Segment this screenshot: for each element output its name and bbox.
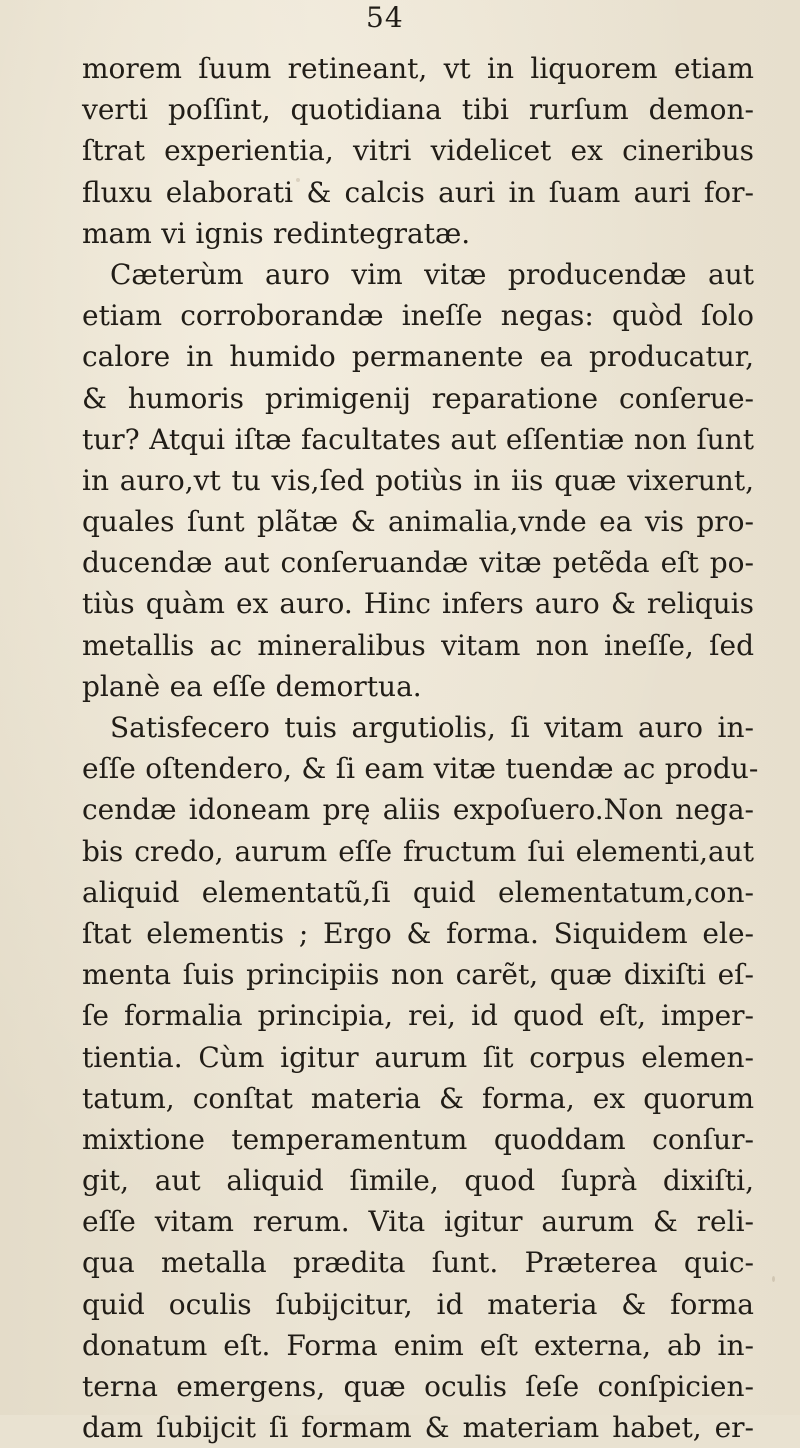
text-line: ſe formalia principia, rei, id quod eſt, imper- xyxy=(82,999,754,1033)
text-line: metallis ac mineralibus vitam non ineſſe, ſed xyxy=(82,628,754,662)
text-line: terna emergens, quæ oculis ſeſe conſpicien- xyxy=(82,1370,754,1403)
text-line: morem ſuum retineant, vt in liquorem etiam xyxy=(82,52,754,85)
text-line: in auro,vt tu vis,ſed potiùs in iis quæ vixerunt, xyxy=(82,463,754,497)
text-line: quales ſunt plãtæ & animalia,vnde ea vis pro- xyxy=(82,505,754,539)
text-line: qua metalla prædita ſunt. Præterea quic- xyxy=(82,1246,754,1280)
text-line: aliquid elementatũ,ſi quid elementatum,con- xyxy=(82,875,754,909)
paper-blemish xyxy=(772,1276,775,1282)
text-line: eſſe oſtendero, & ſi eam vitæ tuendæ ac produ- xyxy=(82,752,759,786)
text-line: Cæterùm auro vim vitæ producendæ aut xyxy=(110,257,754,291)
text-line: planè ea eſſe demortua. xyxy=(82,669,422,703)
text-line: eſſe vitam rerum. Vita igitur aurum & reli- xyxy=(82,1205,754,1239)
text-line: donatum eſt. Forma enim eſt externa, ab in- xyxy=(82,1328,754,1362)
text-line: ſtrat experientia, vitri videlicet ex cineribus xyxy=(82,134,754,168)
text-line: calore in humido permanente ea producatur, xyxy=(82,340,754,374)
text-line: cendæ idoneam prę aliis expoſuero.Non nega- xyxy=(82,793,754,827)
page-number: 54 xyxy=(366,1,404,34)
text-line: bis credo, aurum eſſe fructum ſui elementi,aut xyxy=(82,834,754,868)
text-line: Satisfecero tuis argutiolis, ſi vitam auro in- xyxy=(110,711,754,744)
text-line: mixtione temperamentum quoddam conſur- xyxy=(82,1122,754,1156)
text-line: etiam corroborandæ ineſſe negas: quòd ſolo xyxy=(82,299,754,333)
text-line: fluxu elaborati & calcis auri in ſuam auri for- xyxy=(82,175,754,209)
text-line: menta ſuis principiis non carẽt, quæ dixiſti eſ- xyxy=(82,958,754,992)
text-line: quid oculis ſubijcitur, id materia & forma xyxy=(82,1287,754,1321)
text-line: ducendæ aut conſeruandæ vitæ petẽda eſt po- xyxy=(82,546,754,580)
text-line: tientia. Cùm igitur aurum ſit corpus elemen- xyxy=(82,1040,754,1074)
body-text xyxy=(82,48,759,1448)
text-line: & humoris primigenij reparatione conſerue- xyxy=(82,381,754,415)
paper-blemish xyxy=(296,178,300,182)
text-line: tatum, conſtat materia & forma, ex quorum xyxy=(82,1081,754,1115)
text-line: verti poſſint, quotidiana tibi rurſum demon- xyxy=(82,93,754,127)
text-line: ſtat elementis ; Ergo & forma. Siquidem ele- xyxy=(82,916,754,950)
text-line: mam vi ignis redintegratæ. xyxy=(82,216,471,250)
text-line: tur? Atqui iſtæ facultates aut eſſentiæ non ſunt xyxy=(82,422,754,456)
text-line: tiùs quàm ex auro. Hinc infers auro & reliquis xyxy=(82,587,754,621)
text-line: git, aut aliquid ſimile, quod ſuprà dixiſti, xyxy=(82,1164,754,1198)
text-line: dam ſubijcit ſi formam & materiam habet, er- xyxy=(82,1411,754,1445)
